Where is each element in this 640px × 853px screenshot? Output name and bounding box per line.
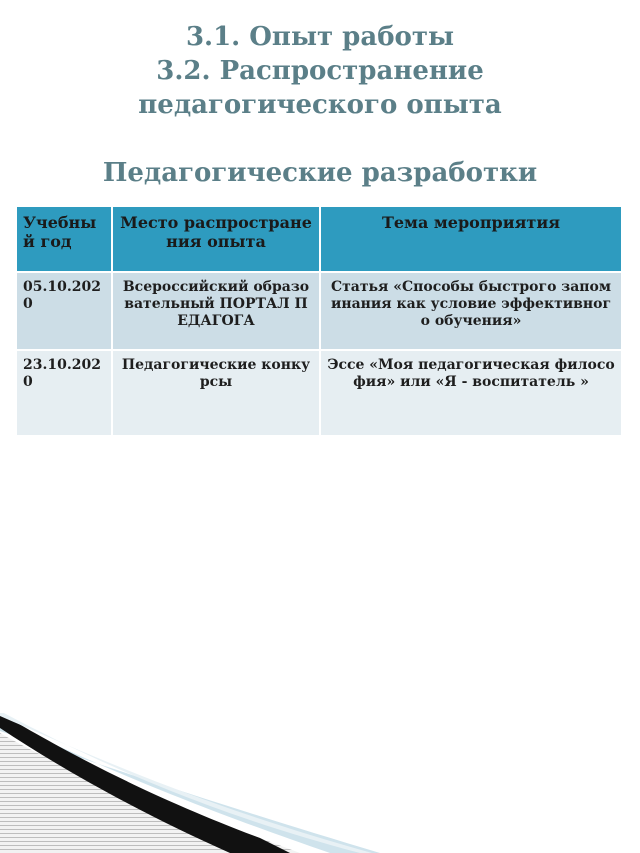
table-row: [16, 272, 622, 350]
row-place: Всероссийский образовательный ПОРТАЛ ПЕДАГОГА: [112, 272, 320, 350]
header-year: Учебный год: [16, 206, 112, 272]
row-place: Педагогические конкурсы: [112, 350, 320, 436]
row-topic: Эссе «Моя педагогическая философия» или «Я - воспитатель »: [320, 350, 622, 436]
heading-line-3: педагогического опыта: [138, 90, 502, 120]
header-place: Место распространения опыта: [112, 206, 320, 272]
section-title: Педагогические разработки: [102, 158, 538, 188]
table-header-row: [16, 206, 622, 272]
heading-line-2: 3.2. Распространение: [156, 56, 484, 86]
decorative-corner-swoosh: [0, 713, 640, 853]
row-date: 23.10.2020: [16, 350, 112, 436]
header-topic: Тема мероприятия: [320, 206, 622, 272]
page-heading: [0, 20, 640, 122]
development-table: [15, 205, 623, 437]
row-topic: Статья «Способы быстрого запоминания как условие эффективного обучения»: [320, 272, 622, 350]
heading-line-1: 3.1. Опыт работы: [185, 22, 455, 52]
table-row: [16, 350, 622, 436]
row-date: 05.10.2020: [16, 272, 112, 350]
